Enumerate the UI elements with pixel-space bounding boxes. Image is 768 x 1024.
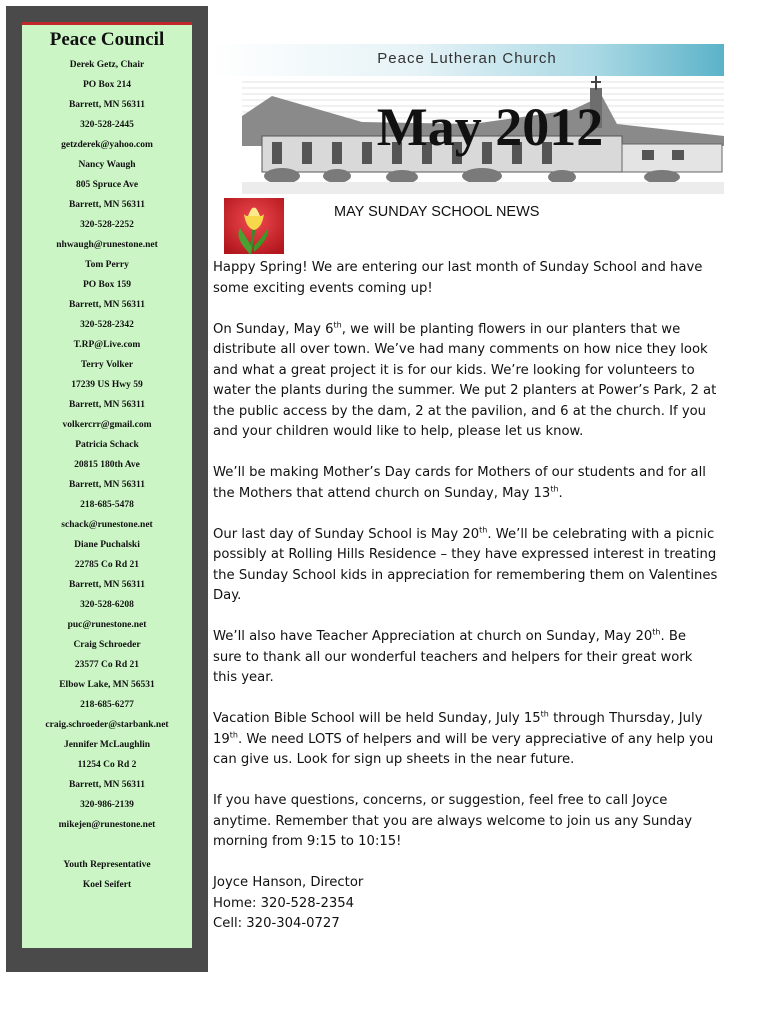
contact-line: 218-685-6277 xyxy=(80,700,134,710)
contact-line: Elbow Lake, MN 56531 xyxy=(59,680,155,690)
contact-line: Craig Schroeder xyxy=(73,640,141,650)
spacer xyxy=(22,835,192,855)
contact-line: craig.schroeder@starbank.net xyxy=(45,720,169,730)
section-title: MAY SUNDAY SCHOOL NEWS xyxy=(334,204,540,220)
council-sidebar xyxy=(22,22,192,948)
contact-line: Barrett, MN 56311 xyxy=(68,300,146,310)
contact-line: Terry Volker xyxy=(80,360,134,370)
signature-home-phone: Home: 320-528-2354 xyxy=(213,895,354,911)
contact-line: 20815 180th Ave xyxy=(74,460,140,470)
contact-line: 218-685-5478 xyxy=(80,500,134,510)
contact-line: Barrett, MN 56311 xyxy=(68,480,146,490)
contact-line: Nancy Waugh xyxy=(78,160,136,170)
tulip-image xyxy=(224,198,284,254)
contact-line: Barrett, MN 56311 xyxy=(68,100,146,110)
contact-line: PO Box 159 xyxy=(82,280,132,290)
contact-line: 22785 Co Rd 21 xyxy=(74,560,140,570)
contact-line: Barrett, MN 56311 xyxy=(68,200,146,210)
paragraph-last-day: Our last day of Sunday School is May 20th. We’ll be celebrating with a picnic possibly at Rolling Hills Residence – they have expressed interest in treating the Sunday School kids in appreciation for remembering them on Valentines Day. xyxy=(213,525,718,603)
issue-title: May 2012 xyxy=(376,97,604,157)
contact-line: Jennifer McLaughlin xyxy=(63,740,151,750)
sunday-school-article xyxy=(213,258,718,935)
signature-cell-phone: Cell: 320-304-0727 xyxy=(213,916,340,931)
youth-label: Youth Representative xyxy=(63,860,151,870)
paragraph-mothers-day: We’ll be making Mother’s Day cards for Mothers of our students and for all the Mothers that attend church on Sunday, May 13th. xyxy=(213,465,706,501)
contact-list xyxy=(22,55,192,835)
contact-line: Barrett, MN 56311 xyxy=(68,580,146,590)
signature-name: Joyce Hanson, Director xyxy=(213,875,364,890)
paragraph-greeting: Happy Spring! We are entering our last month of Sunday School and have some exciting events coming up! xyxy=(213,260,703,296)
contact-line: 320-528-2252 xyxy=(80,220,134,230)
contact-line: mikejen@runestone.net xyxy=(58,820,156,830)
contact-line: getzderek@yahoo.com xyxy=(61,140,153,150)
sidebar-title: Peace Council xyxy=(49,29,165,50)
paragraph-teacher-appreciation: We’ll also have Teacher Appreciation at church on Sunday, May 20th. Be sure to thank all our wonderful teachers and helpers for their great work this year. xyxy=(213,627,693,685)
contact-line: nhwaugh@runestone.net xyxy=(56,240,158,250)
contact-line: Derek Getz, Chair xyxy=(69,60,145,70)
church-name: Peace Lutheran Church xyxy=(377,50,557,67)
contact-line: 805 Spruce Ave xyxy=(75,180,139,190)
contact-line: Barrett, MN 56311 xyxy=(68,400,146,410)
contact-line: Patricia Schack xyxy=(75,440,139,450)
contact-line: 320-528-6208 xyxy=(80,600,134,610)
contact-line: PO Box 214 xyxy=(82,80,132,90)
contact-line: 320-986-2139 xyxy=(80,800,134,810)
paragraph-contact: If you have questions, concerns, or suggestion, feel free to call Joyce anytime. Remember that you are always welcome to join us any Sunday morning from 9:15 to 10:15! xyxy=(213,793,693,849)
youth-name: Koel Seifert xyxy=(82,880,132,890)
contact-line: T.RP@Live.com xyxy=(73,340,141,350)
header-banner xyxy=(210,44,724,76)
contact-line: Diane Puchalski xyxy=(74,540,140,550)
contact-line: Tom Perry xyxy=(85,260,129,270)
contact-line: 17239 US Hwy 59 xyxy=(71,380,143,390)
contact-line: 23577 Co Rd 21 xyxy=(74,660,140,670)
contact-line: schack@runestone.net xyxy=(61,520,153,530)
paragraph-planting: On Sunday, May 6th, we will be planting flowers in our planters that we distribute all over town. We’ve had many comments on how nice they look and what a great project it is for our kids. We’re looking for volunteers to water the plants during the summer. We put 2 planters at Power’s Park, 2 at the public access by the dam, 2 at the pavilion, and 6 at the church. If you and your children would like to help, please let us know. xyxy=(213,320,717,439)
contact-line: Barrett, MN 56311 xyxy=(68,780,146,790)
paragraph-vbs: Vacation Bible School will be held Sunday, July 15th through Thursday, July 19th. We need LOTS of helpers and will be very appreciative of any help you can give us. Look for sign up sheets in the near future. xyxy=(213,709,714,767)
contact-line: 11254 Co Rd 2 xyxy=(77,760,137,770)
contact-line: 320-528-2445 xyxy=(80,120,134,130)
contact-line: volkercrr@gmail.com xyxy=(62,420,152,430)
contact-line: 320-528-2342 xyxy=(80,320,134,330)
contact-line: puc@runestone.net xyxy=(67,620,147,630)
